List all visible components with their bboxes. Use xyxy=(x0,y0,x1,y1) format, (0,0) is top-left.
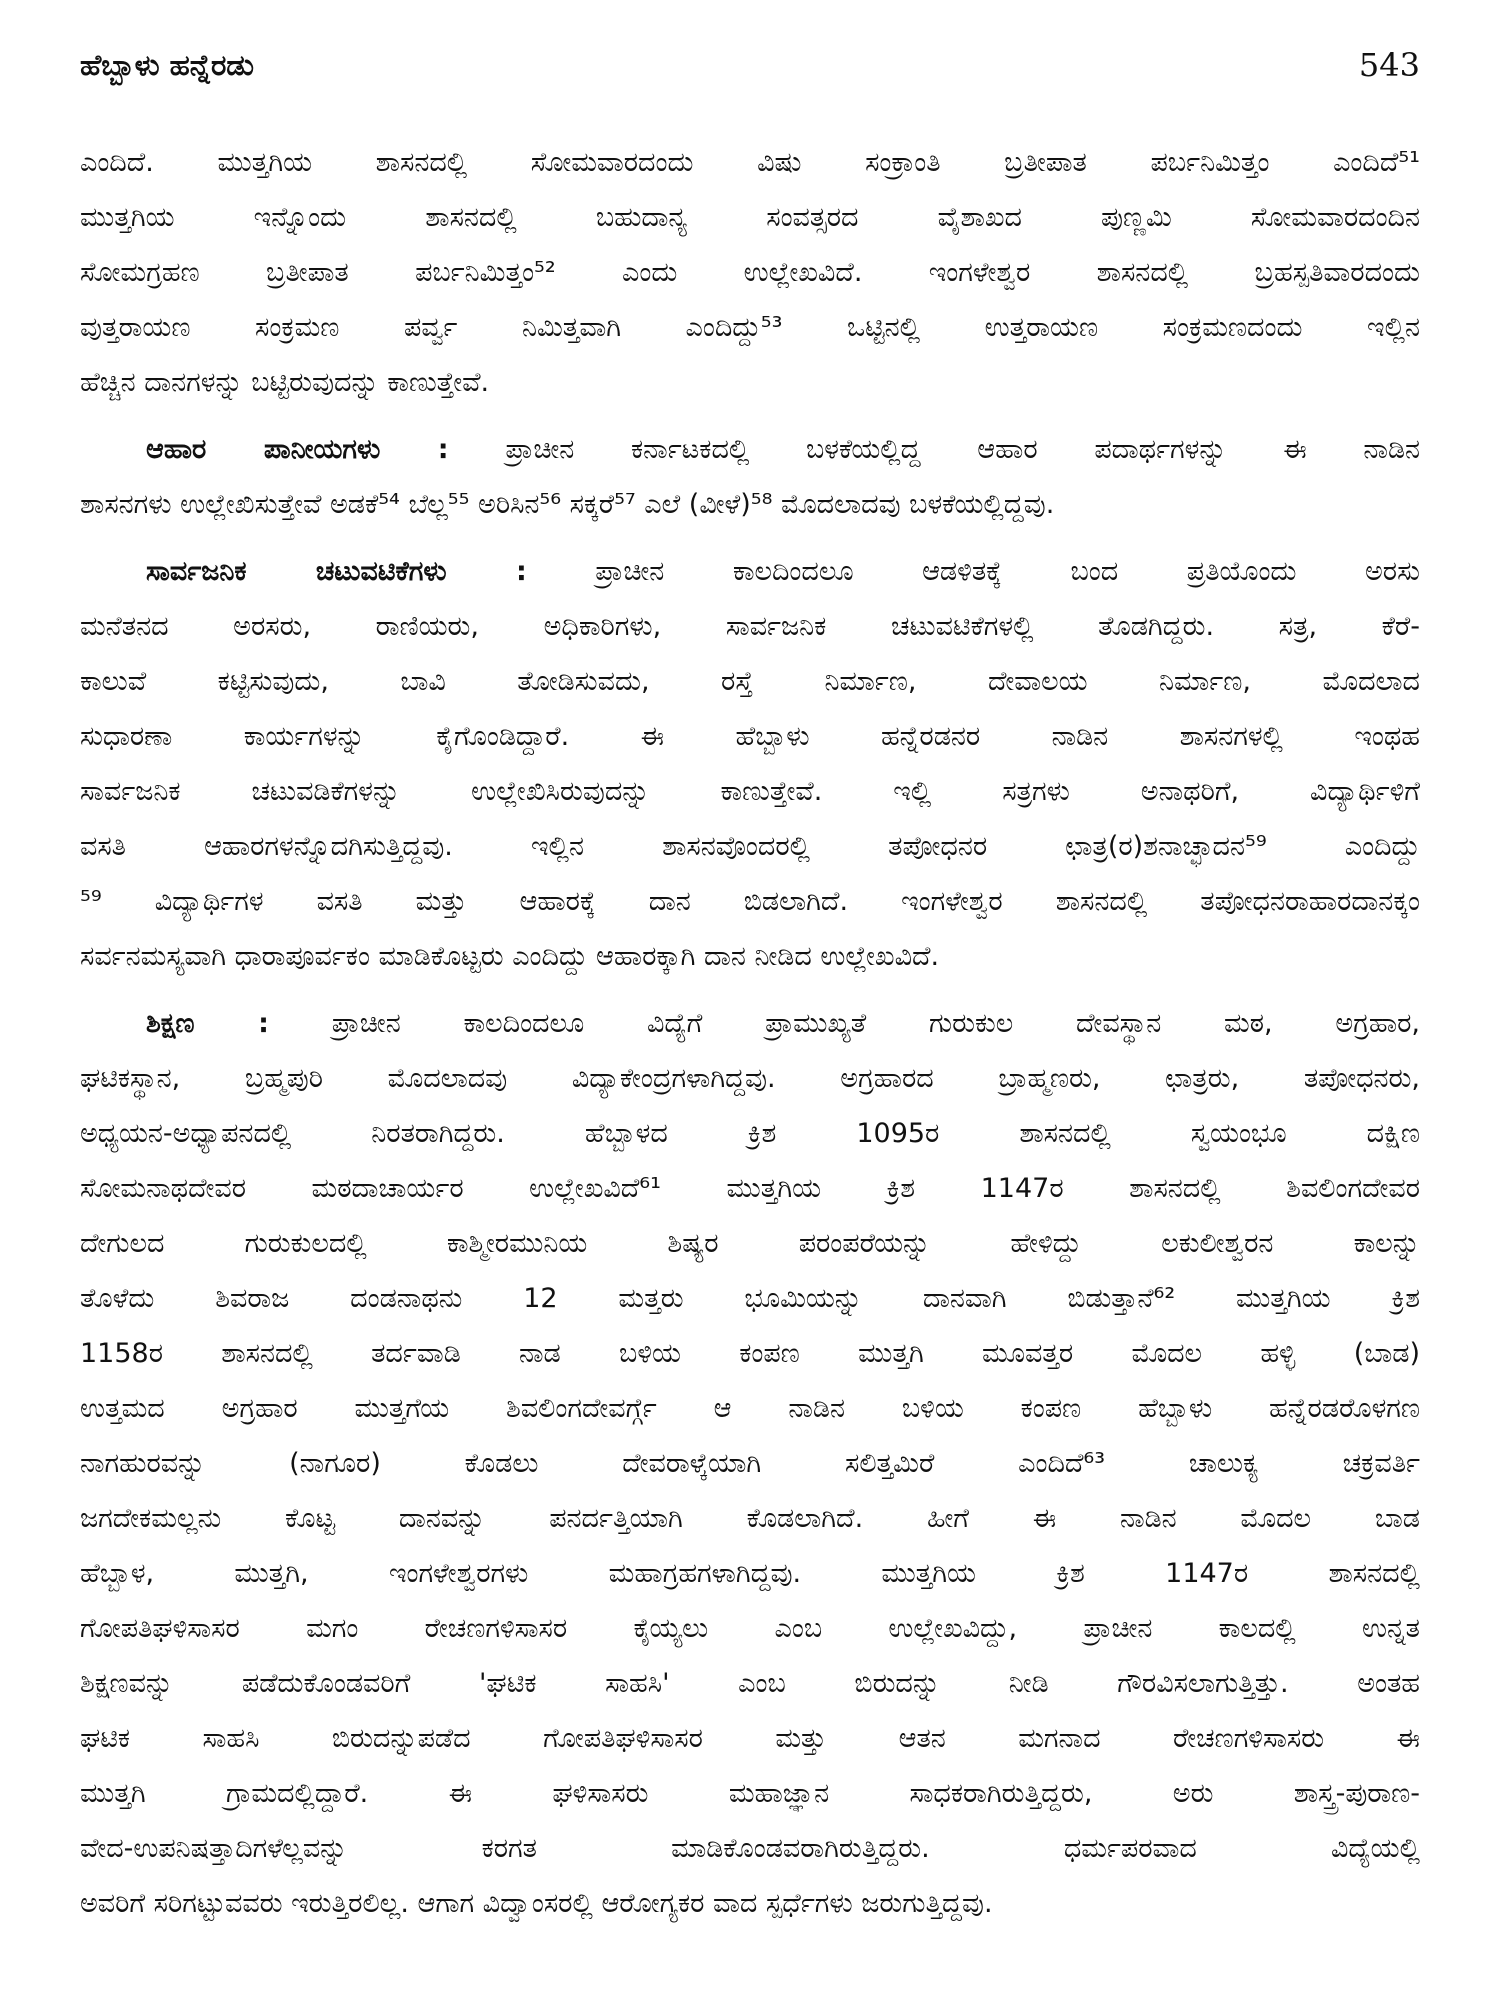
text-line: ಗೋಪತಿಘಳಿಸಾಸರ ಮಗಂ ರೇಚಣಗಳಿಸಾಸರ ಕೈಯ್ಯಲು ಎಂಬ ಉಲ್ಲೇಖವಿದ್ದು, ಪ್ರಾಚೀನ ಕಾಲದಲ್ಲಿ ಉನ್ನತ xyxy=(80,1613,1420,1644)
text-line: ಘಟಿಕ ಸಾಹಸಿ ಬಿರುದನ್ನುಪಡೆದ ಗೋಪತಿಘಳಿಸಾಸರ ಮತ್ತು ಆತನ ಮಗನಾದ ರೇಚಣಗಳಿಸಾಸರು ಈ xyxy=(80,1723,1420,1754)
text-line xyxy=(80,544,1420,599)
paragraph-public-activities xyxy=(80,544,1420,984)
text-line xyxy=(80,422,1420,477)
text-run: ಪ್ರಾಚೀನ ಕಾಲದಿಂದಲೂ ಆಡಳಿತಕ್ಕೆ ಬಂದ ಪ್ರತಿಯೊಂದು ಅರಸು xyxy=(526,556,1420,587)
text-line: ಶಾಸನಗಳು ಉಲ್ಲೇಖಿಸುತ್ತೇವೆ ಅಡಕೆ⁵⁴ ಬೆಲ್ಲ⁵⁵ ಅರಿಸಿನ⁵⁶ ಸಕ್ಕರೆ⁵⁷ ಎಲೆ (ವೀಳೆ)⁵⁸ ಮೊದಲಾದವು ಬಳಕೆಯಲ್ಲಿದ್ದವು. xyxy=(80,489,1055,520)
section-heading: ಸಾರ್ವಜನಿಕ ಚಟುವಟಿಕೆಗಳು : xyxy=(146,556,527,587)
text-line xyxy=(80,996,1420,1051)
text-line: ಸರ್ವನಮಸ್ಯವಾಗಿ ಧಾರಾಪೂರ್ವಕಂ ಮಾಡಿಕೊಟ್ಟರು ಎಂದಿದ್ದು ಆಹಾರಕ್ಕಾಗಿ ದಾನ ನೀಡಿದ ಉಲ್ಲೇಖವಿದೆ. xyxy=(80,941,940,972)
section-heading: ಆಹಾರ ಪಾನೀಯಗಳು : xyxy=(146,434,449,465)
text-line: ಮನೆತನದ ಅರಸರು, ರಾಣಿಯರು, ಅಧಿಕಾರಿಗಳು, ಸಾರ್ವಜನಿಕ ಚಟುವಟಿಕೆಗಳಲ್ಲಿ ತೊಡಗಿದ್ದರು. ಸತ್ರ, ಕೆರೆ- xyxy=(80,611,1420,642)
text-line: ಕಾಲುವೆ ಕಟ್ಟಿಸುವುದು, ಬಾವಿ ತೋಡಿಸುವದು, ರಸ್ತೆ ನಿರ್ಮಾಣ, ದೇವಾಲಯ ನಿರ್ಮಾಣ, ಮೊದಲಾದ xyxy=(80,666,1420,697)
text-line: ತೊಳೆದು ಶಿವರಾಜ ದಂಡನಾಥನು 12 ಮತ್ತರು ಭೂಮಿಯನ್ನು ದಾನವಾಗಿ ಬಿಡುತ್ತಾನೆ⁶² ಮುತ್ತಗಿಯ ಕ್ರಿಶ xyxy=(80,1283,1420,1314)
section-heading: ಶಿಕ್ಷಣ : xyxy=(146,1008,269,1039)
text-line: ವಸತಿ ಆಹಾರಗಳನ್ನೊದಗಿಸುತ್ತಿದ್ದವು. ಇಲ್ಲಿನ ಶಾಸನವೊಂದರಲ್ಲಿ ತಪೋಧನರ ಛಾತ್ರ(ರ)ಶನಾಚ್ಛಾದನ⁵⁹ ಎಂದಿದ್ದು xyxy=(80,831,1420,862)
text-line: ಸಾರ್ವಜನಿಕ ಚಟುವಡಿಕೆಗಳನ್ನು ಉಲ್ಲೇಖಿಸಿರುವುದನ್ನು ಕಾಣುತ್ತೇವೆ. ಇಲ್ಲಿ ಸತ್ರಗಳು ಅನಾಥರಿಗೆ, ವಿದ್ಯಾರ್ಥಿಳಿಗೆ xyxy=(80,776,1420,807)
text-line: ಘಟಿಕಸ್ಥಾನ, ಬ್ರಹ್ಮಪುರಿ ಮೊದಲಾದವು ವಿದ್ಯಾಕೇಂದ್ರಗಳಾಗಿದ್ದವು. ಅಗ್ರಹಾರದ ಬ್ರಾಹ್ಮಣರು, ಛಾತ್ರರು, ತಪೋಧನರು, xyxy=(80,1063,1420,1094)
text-run: ಪ್ರಾಚೀನ ಕಾಲದಿಂದಲೂ ವಿದ್ಯೆಗೆ ಪ್ರಾಮುಖ್ಯತೆ ಗುರುಕುಲ ದೇವಸ್ಥಾನ ಮಠ, ಅಗ್ರಹಾರ, xyxy=(268,1008,1420,1039)
text-line: ಮುತ್ತಗಿ ಗ್ರಾಮದಲ್ಲಿದ್ದಾರೆ. ಈ ಘಳಿಸಾಸರು ಮಹಾಜ್ಞಾನ ಸಾಧಕರಾಗಿರುತ್ತಿದ್ದರು, ಅರು ಶಾಸ್ತ್ರ-ಪುರಾಣ- xyxy=(80,1778,1420,1809)
text-line: ಸೋಮಗ್ರಹಣ ಬ್ರತೀಪಾತ ಪರ್ಬನಿಮಿತ್ತಂ⁵² ಎಂದು ಉಲ್ಲೇಖವಿದೆ. ಇಂಗಳೇಶ್ವರ ಶಾಸನದಲ್ಲಿ ಬ್ರಹಸ್ಪತಿವಾರದಂದು xyxy=(80,257,1420,288)
paragraph-education xyxy=(80,996,1420,1931)
text-line: ಮುತ್ತಗಿಯ ಇನ್ನೊಂದು ಶಾಸನದಲ್ಲಿ ಬಹುದಾನ್ಯ ಸಂವತ್ಸರದ ವೈಶಾಖದ ಪುಣ್ಣಮಿ ಸೋಮವಾರದಂದಿನ xyxy=(80,202,1420,233)
text-line: ಉತ್ತಮದ ಅಗ್ರಹಾರ ಮುತ್ತಗೆಯ ಶಿವಲಿಂಗದೇವರ್ಗ್ಗೆ ಆ ನಾಡಿನ ಬಳಿಯ ಕಂಪಣ ಹೆಬ್ಬಾಳು ಹನ್ನೆರಡರೊಳಗಣ xyxy=(80,1393,1420,1424)
text-line: 1158ರ ಶಾಸನದಲ್ಲಿ ತರ್ದವಾಡಿ ನಾಡ ಬಳಿಯ ಕಂಪಣ ಮುತ್ತಗಿ ಮೂವತ್ತರ ಮೊದಲ ಹಳ್ಳಿ (ಬಾಡ) xyxy=(80,1338,1420,1369)
text-line: ದೇಗುಲದ ಗುರುಕುಲದಲ್ಲಿ ಕಾಶ್ಮೀರಮುನಿಯ ಶಿಷ್ಯರ ಪರಂಪರೆಯನ್ನು ಹೇಳಿದ್ದು ಲಕುಲೀಶ್ವರನ ಕಾಲನ್ನು xyxy=(80,1228,1420,1259)
paragraph-continuation xyxy=(80,135,1420,410)
text-line: ಸುಧಾರಣಾ ಕಾರ್ಯಗಳನ್ನು ಕೈಗೊಂಡಿದ್ದಾರೆ. ಈ ಹೆಬ್ಬಾಳು ಹನ್ನೆರಡನರ ನಾಡಿನ ಶಾಸನಗಳಲ್ಲಿ ಇಂಥಹ xyxy=(80,721,1420,752)
text-line: ನಾಗಹುರವನ್ನು (ನಾಗೂರ) ಕೊಡಲು ದೇವರಾಳ್ಕೆಯಾಗಿ ಸಲಿತ್ತಮಿರೆ ಎಂದಿದೆ⁶³ ಚಾಲುಕ್ಯ ಚಕ್ರವರ್ತಿ xyxy=(80,1448,1420,1479)
text-line: ಹೆಬ್ಬಾಳ, ಮುತ್ತಗಿ, ಇಂಗಳೇಶ್ವರಗಳು ಮಹಾಗ್ರಹಗಳಾಗಿದ್ದವು. ಮುತ್ತಗಿಯ ಕ್ರಿಶ 1147ರ ಶಾಸನದಲ್ಲಿ xyxy=(80,1558,1420,1589)
text-line: ವೇದ-ಉಪನಿಷತ್ತಾದಿಗಳೆಲ್ಲವನ್ನು ಕರಗತ ಮಾಡಿಕೊಂಡವರಾಗಿರುತ್ತಿದ್ದರು. ಧರ್ಮಪರವಾದ ವಿದ್ಯೆಯಲ್ಲಿ xyxy=(80,1833,1420,1864)
paragraph-food-drink xyxy=(80,422,1420,532)
text-line: ⁵⁹ ವಿದ್ಯಾರ್ಥಿಗಳ ವಸತಿ ಮತ್ತು ಆಹಾರಕ್ಕೆ ದಾನ ಬಿಡಲಾಗಿದೆ. ಇಂಗಳೇಶ್ವರ ಶಾಸನದಲ್ಲಿ ತಪೋಧನರಾಹಾರದಾನಕ್ಕಂ xyxy=(80,886,1420,917)
text-line: ಸೋಮನಾಥದೇವರ ಮಠದಾಚಾರ್ಯರ ಉಲ್ಲೇಖವಿದೆ⁶¹ ಮುತ್ತಗಿಯ ಕ್ರಿಶ 1147ರ ಶಾಸನದಲ್ಲಿ ಶಿವಲಿಂಗದೇವರ xyxy=(80,1173,1420,1204)
page-number: 543 xyxy=(1358,46,1420,84)
text-line: ಜಗದೇಕಮಲ್ಲನು ಕೊಟ್ಟ ದಾನವನ್ನು ಪನರ್ದತ್ತಿಯಾಗಿ ಕೊಡಲಾಗಿದೆ. ಹೀಗೆ ಈ ನಾಡಿನ ಮೊದಲ ಬಾಡ xyxy=(80,1503,1420,1534)
text-line: ಅಧ್ಯಯನ-ಅಧ್ಯಾಪನದಲ್ಲಿ ನಿರತರಾಗಿದ್ದರು. ಹೆಬ್ಬಾಳದ ಕ್ರಿಶ 1095ರ ಶಾಸನದಲ್ಲಿ ಸ್ವಯಂಭೂ ದಕ್ಷಿಣ xyxy=(80,1118,1420,1149)
page-body xyxy=(80,135,1420,1943)
text-line: ಶಿಕ್ಷಣವನ್ನು ಪಡೆದುಕೊಂಡವರಿಗೆ 'ಘಟಿಕ ಸಾಹಸಿ' ಎಂಬ ಬಿರುದನ್ನು ನೀಡಿ ಗೌರವಿಸಲಾಗುತ್ತಿತ್ತು. ಅಂತಹ xyxy=(80,1668,1420,1699)
text-line: ಅವರಿಗೆ ಸರಿಗಟ್ಟುವವರು ಇರುತ್ತಿರಲಿಲ್ಲ. ಆಗಾಗ ವಿದ್ವಾಂಸರಲ್ಲಿ ಆರೋಗ್ಯಕರ ವಾದ ಸ್ಪರ್ಧೆಗಳು ಜರುಗುತ್ತಿದ್ದವು. xyxy=(80,1888,993,1919)
text-line: ಹೆಚ್ಚಿನ ದಾನಗಳನ್ನು ಬಟ್ಟಿರುವುದನ್ನು ಕಾಣುತ್ತೇವೆ. xyxy=(80,367,490,398)
text-run: ಪ್ರಾಚೀನ ಕರ್ನಾಟಕದಲ್ಲಿ ಬಳಕೆಯಲ್ಲಿದ್ದ ಆಹಾರ ಪದಾರ್ಥಗಳನ್ನು ಈ ನಾಡಿನ xyxy=(448,434,1420,465)
running-header xyxy=(80,40,1420,90)
text-line: ಎಂದಿದೆ. ಮುತ್ತಗಿಯ ಶಾಸನದಲ್ಲಿ ಸೋಮವಾರದಂದು ವಿಷು ಸಂಕ್ರಾಂತಿ ಬ್ರತೀಪಾತ ಪರ್ಬನಿಮಿತ್ತಂ ಎಂದಿದೆ⁵¹ xyxy=(80,147,1420,178)
text-line: ವುತ್ತರಾಯಣ ಸಂಕ್ರಮಣ ಪರ್ವ್ವ ನಿಮಿತ್ತವಾಗಿ ಎಂದಿದ್ದು⁵³ ಒಟ್ಟಿನಲ್ಲಿ ಉತ್ತರಾಯಣ ಸಂಕ್ರಮಣದಂದು ಇಲ್ಲಿನ xyxy=(80,312,1420,343)
running-title: ಹೆಬ್ಬಾಳು ಹನ್ನೆರಡು xyxy=(80,48,255,82)
